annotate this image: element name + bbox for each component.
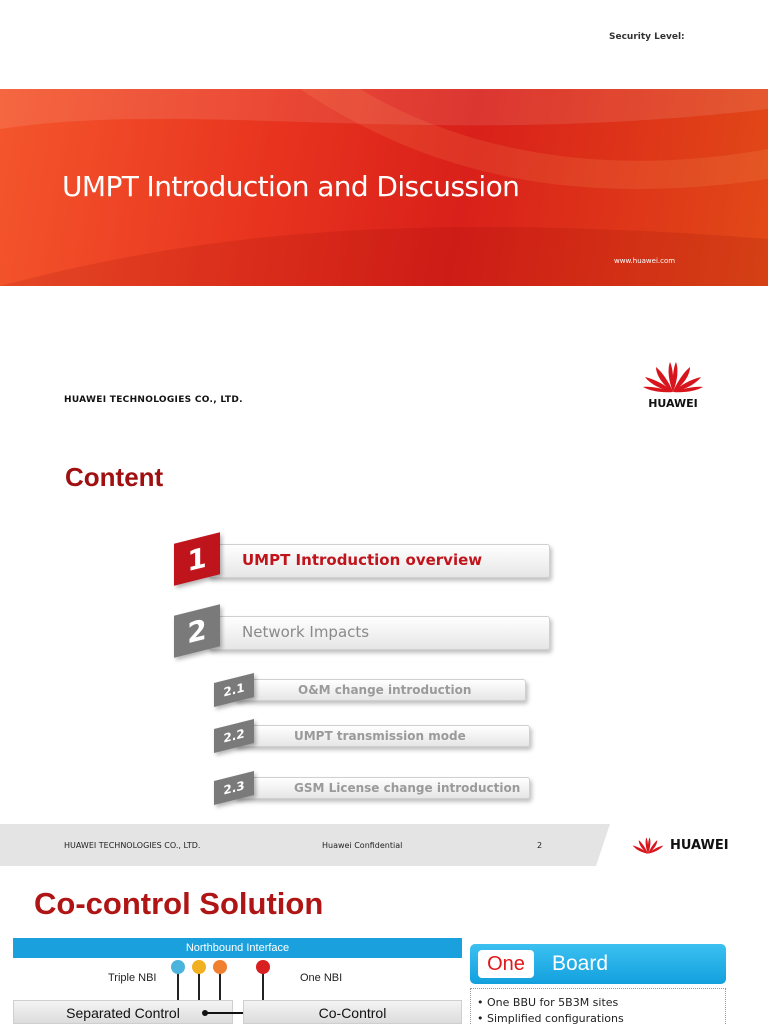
connector-line — [198, 970, 200, 1000]
northbound-interface-bar: Northbound Interface — [13, 938, 462, 958]
connector-line — [219, 970, 221, 1000]
nbi-dot-blue — [171, 960, 185, 974]
content-heading: Content — [65, 462, 164, 492]
nbi-dot-orange — [213, 960, 227, 974]
footer-company: HUAWEI TECHNOLOGIES CO., LTD. — [64, 841, 201, 850]
item-label: Network Impacts — [242, 623, 370, 641]
content-subitem-2-3[interactable] — [210, 774, 534, 804]
slide-footer — [0, 824, 768, 866]
separated-control-box: Separated Control — [13, 1000, 233, 1024]
huawei-logo — [640, 358, 706, 410]
nbi-dot-yellow — [192, 960, 206, 974]
company-name: HUAWEI TECHNOLOGIES CO., LTD. — [64, 395, 243, 405]
one-board-banner — [470, 944, 726, 984]
subitem-label: GSM License change introduction — [294, 781, 521, 795]
item-number-badge: 1 — [174, 532, 220, 585]
huawei-logo-text: HUAWEI — [648, 397, 698, 410]
security-level-label: Security Level: — [609, 32, 685, 42]
content-item-2[interactable] — [168, 604, 552, 656]
subitem-number-badge: 2.1 — [214, 673, 254, 707]
bullet-item: • One BBU for 5B3M sites — [477, 996, 619, 1009]
connector-line — [262, 970, 264, 1000]
footer-logo-text: HUAWEI — [670, 837, 729, 853]
connector-line — [177, 970, 179, 1000]
presentation-title: UMPT Introduction and Discussion — [62, 170, 520, 203]
one-label: One — [478, 950, 534, 978]
footer-huawei-logo — [630, 834, 729, 856]
item-number-badge: 2 — [174, 604, 220, 657]
one-board-bullets — [470, 988, 726, 1024]
item-label: UMPT Introduction overview — [242, 551, 483, 569]
content-item-1[interactable] — [168, 532, 552, 584]
content-subitem-2-2[interactable] — [210, 722, 534, 752]
huawei-petal-icon — [640, 358, 706, 394]
co-control-box: Co-Control — [243, 1000, 462, 1024]
title-slide — [0, 0, 768, 432]
footer-page-number: 2 — [537, 841, 543, 850]
content-subitem-2-1[interactable] — [210, 676, 530, 706]
one-nbi-label: One NBI — [300, 972, 343, 984]
subitem-number-badge: 2.3 — [214, 771, 254, 805]
nbi-dot-red — [256, 960, 270, 974]
board-label: Board — [552, 952, 609, 975]
bullet-item: • Simplified configurations — [477, 1012, 624, 1024]
slide-title: Co-control Solution — [34, 886, 324, 921]
subitem-label: O&M change introduction — [298, 683, 472, 697]
co-control-slide — [0, 866, 768, 1024]
footer-confidential: Huawei Confidential — [322, 841, 403, 850]
website-url: www.huawei.com — [614, 257, 676, 265]
triple-nbi-label: Triple NBI — [108, 972, 157, 984]
subitem-number-badge: 2.2 — [214, 719, 254, 753]
subitem-label: UMPT transmission mode — [294, 729, 466, 743]
huawei-petal-icon — [630, 834, 666, 856]
content-slide — [0, 432, 768, 866]
